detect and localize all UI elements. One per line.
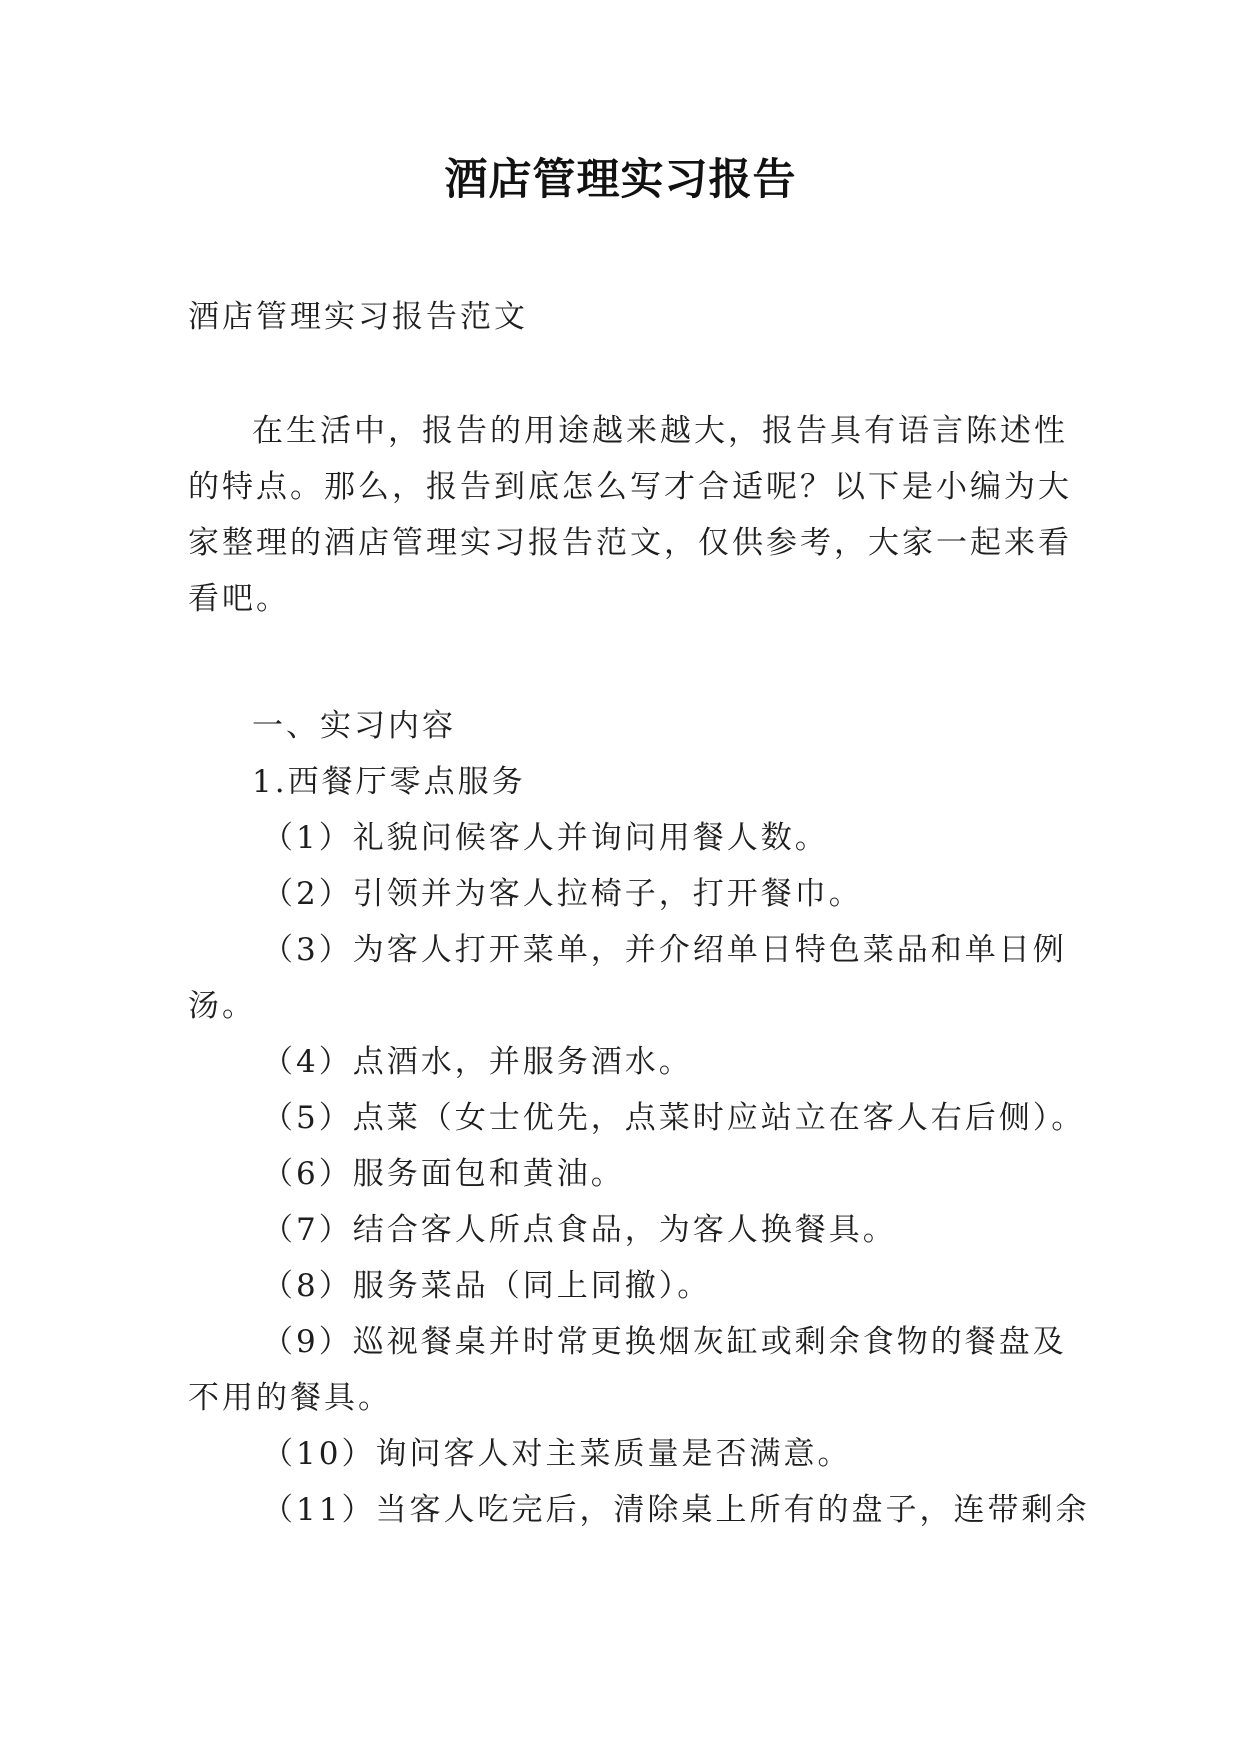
document-title: 酒店管理实习报告 (444, 155, 797, 205)
list-item: （8）服务菜品（同上同撤）。 (262, 1268, 712, 1304)
list-item: （9）巡视餐桌并时常更换烟灰缸或剩余食物的餐盘及 (262, 1324, 1067, 1360)
list-item: （4）点酒水，并服务酒水。 (262, 1044, 693, 1080)
section-heading: 一、实习内容 (252, 708, 456, 744)
list-item: （3）为客人打开菜单，并介绍单日特色菜品和单日例 (262, 932, 1067, 968)
subsection-heading: 1.西餐厅零点服务 (252, 764, 526, 800)
list-item: （11）当客人吃完后，清除桌上所有的盘子，连带剩余 (262, 1492, 1090, 1528)
list-item: （2）引领并为客人拉椅子，打开餐巾。 (262, 876, 863, 912)
list-item: （7）结合客人所点食品，为客人换餐具。 (262, 1212, 897, 1248)
list-item-continuation: 不用的餐具。 (188, 1380, 392, 1416)
intro-line-2: 的特点。那么，报告到底怎么写才合适呢？以下是小编为大 (188, 469, 1072, 505)
list-item: （6）服务面包和黄油。 (262, 1156, 625, 1192)
list-item: （1）礼貌问候客人并询问用餐人数。 (262, 820, 829, 856)
intro-line-1: 在生活中，报告的用途越来越大，报告具有语言陈述性 (252, 413, 1068, 449)
list-item: （5）点菜（女士优先，点菜时应站立在客人右后侧）。 (262, 1100, 1086, 1136)
list-item-continuation: 汤。 (188, 988, 256, 1024)
list-item: （10）询问客人对主菜质量是否满意。 (262, 1436, 852, 1472)
document-subtitle: 酒店管理实习报告范文 (188, 299, 528, 335)
intro-line-4: 看吧。 (188, 581, 290, 617)
intro-line-3: 家整理的酒店管理实习报告范文，仅供参考，大家一起来看 (188, 525, 1072, 561)
